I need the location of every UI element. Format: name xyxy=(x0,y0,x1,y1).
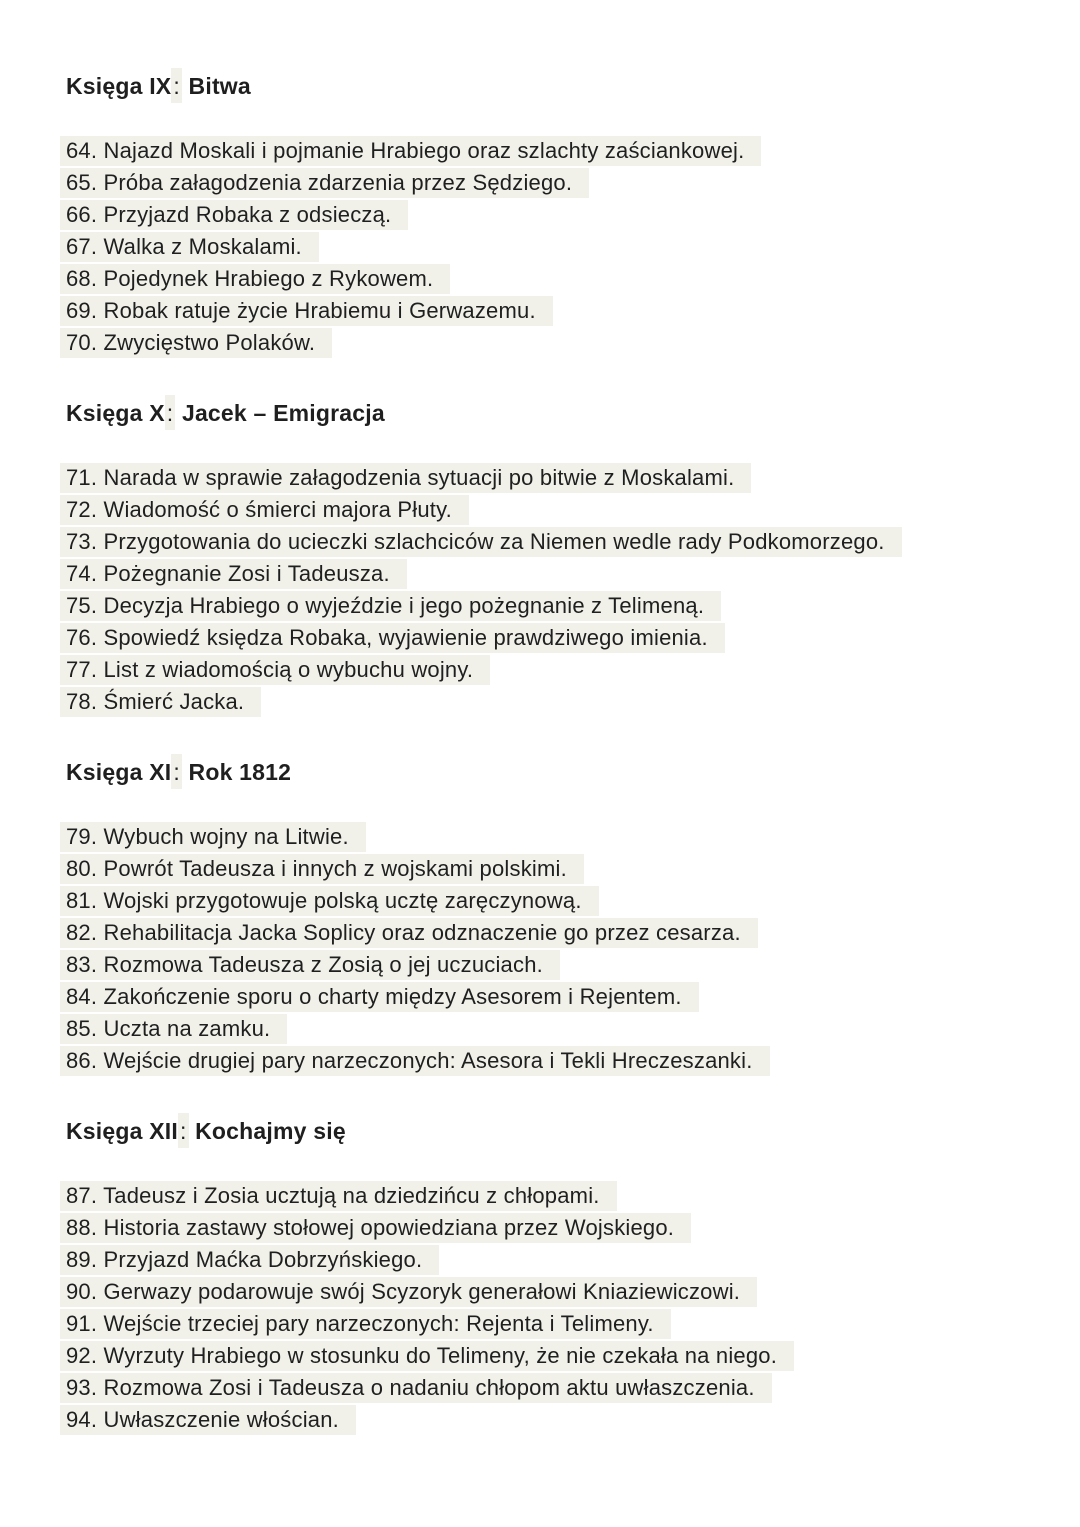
item-text: 70. Zwycięstwo Polaków. xyxy=(60,328,332,358)
list-item xyxy=(66,558,1040,590)
list-item xyxy=(66,917,1040,949)
list-item xyxy=(66,949,1040,981)
list-item xyxy=(66,1404,1040,1436)
section-heading xyxy=(66,398,1040,428)
item-text: 67. Walka z Moskalami. xyxy=(60,232,319,262)
list-item xyxy=(66,327,1040,359)
list-item xyxy=(66,654,1040,686)
list-item xyxy=(66,1276,1040,1308)
item-text: 83. Rozmowa Tadeusza z Zosią o jej uczuciach. xyxy=(60,950,560,980)
item-text: 91. Wejście trzeciej pary narzeczonych: Rejenta i Telimeny. xyxy=(60,1309,671,1339)
heading-book-label: Księga XI xyxy=(66,759,172,785)
item-text: 65. Próba załagodzenia zdarzenia przez Sędziego. xyxy=(60,168,589,198)
item-text: 88. Historia zastawy stołowej opowiedziana przez Wojskiego. xyxy=(60,1213,691,1243)
plot-point-list xyxy=(66,135,1040,359)
book-section xyxy=(66,398,1040,718)
plot-point-list xyxy=(66,462,1040,718)
list-item xyxy=(66,462,1040,494)
book-section xyxy=(66,757,1040,1077)
list-item xyxy=(66,1212,1040,1244)
item-text: 73. Przygotowania do ucieczki szlachciców za Niemen wedle rady Podkomorzego. xyxy=(60,527,902,557)
item-text: 86. Wejście drugiej pary narzeczonych: Asesora i Tekli Hreczeszanki. xyxy=(60,1046,770,1076)
list-item xyxy=(66,821,1040,853)
item-text: 77. List z wiadomością o wybuchu wojny. xyxy=(60,655,490,685)
section-heading xyxy=(66,757,1040,787)
heading-title: Rok 1812 xyxy=(181,759,292,785)
heading-colon: : xyxy=(171,68,182,103)
list-item xyxy=(66,295,1040,327)
list-item xyxy=(66,231,1040,263)
item-text: 94. Uwłaszczenie włościan. xyxy=(60,1405,356,1435)
item-text: 81. Wojski przygotowuje polską ucztę zaręczynową. xyxy=(60,886,599,916)
item-text: 80. Powrót Tadeusza i innych z wojskami polskimi. xyxy=(60,854,584,884)
item-text: 76. Spowiedź księdza Robaka, wyjawienie prawdziwego imienia. xyxy=(60,623,725,653)
list-item xyxy=(66,1340,1040,1372)
section-heading xyxy=(66,71,1040,101)
item-text: 78. Śmierć Jacka. xyxy=(60,687,261,717)
book-section xyxy=(66,1116,1040,1436)
list-item xyxy=(66,686,1040,718)
heading-colon: : xyxy=(165,395,176,430)
list-item xyxy=(66,263,1040,295)
item-text: 84. Zakończenie sporu o charty między Asesorem i Rejentem. xyxy=(60,982,699,1012)
item-text: 64. Najazd Moskali i pojmanie Hrabiego oraz szlachty zaściankowej. xyxy=(60,136,761,166)
list-item xyxy=(66,1244,1040,1276)
list-item xyxy=(66,494,1040,526)
list-item xyxy=(66,590,1040,622)
list-item xyxy=(66,1308,1040,1340)
item-text: 87. Tadeusz i Zosia ucztują na dziedzińcu z chłopami. xyxy=(60,1181,617,1211)
heading-book-label: Księga IX xyxy=(66,73,172,99)
section-heading xyxy=(66,1116,1040,1146)
heading-colon: : xyxy=(178,1113,189,1148)
heading-title: Jacek – Emigracja xyxy=(175,400,385,426)
list-item xyxy=(66,622,1040,654)
list-item xyxy=(66,135,1040,167)
item-text: 89. Przyjazd Maćka Dobrzyńskiego. xyxy=(60,1245,439,1275)
list-item xyxy=(66,526,1040,558)
list-item xyxy=(66,1372,1040,1404)
list-item xyxy=(66,885,1040,917)
list-item xyxy=(66,1045,1040,1077)
item-text: 74. Pożegnanie Zosi i Tadeusza. xyxy=(60,559,407,589)
item-text: 68. Pojedynek Hrabiego z Rykowem. xyxy=(60,264,450,294)
list-item xyxy=(66,1180,1040,1212)
item-text: 93. Rozmowa Zosi i Tadeusza o nadaniu chłopom aktu uwłaszczenia. xyxy=(60,1373,772,1403)
heading-book-label: Księga X xyxy=(66,400,165,426)
item-text: 69. Robak ratuje życie Hrabiemu i Gerwazemu. xyxy=(60,296,553,326)
list-item xyxy=(66,199,1040,231)
heading-title: Bitwa xyxy=(181,73,251,99)
heading-book-label: Księga XII xyxy=(66,1118,178,1144)
book-section xyxy=(66,71,1040,359)
item-text: 66. Przyjazd Robaka z odsieczą. xyxy=(60,200,408,230)
list-item xyxy=(66,167,1040,199)
list-item xyxy=(66,981,1040,1013)
list-item xyxy=(66,1013,1040,1045)
item-text: 79. Wybuch wojny na Litwie. xyxy=(60,822,366,852)
plot-point-list xyxy=(66,1180,1040,1436)
plot-point-list xyxy=(66,821,1040,1077)
item-text: 92. Wyrzuty Hrabiego w stosunku do Telimeny, że nie czekała na niego. xyxy=(60,1341,794,1371)
heading-colon: : xyxy=(171,754,182,789)
item-text: 71. Narada w sprawie załagodzenia sytuacji po bitwie z Moskalami. xyxy=(60,463,751,493)
item-text: 90. Gerwazy podarowuje swój Scyzoryk generałowi Kniaziewiczowi. xyxy=(60,1277,757,1307)
heading-title: Kochajmy się xyxy=(188,1118,346,1144)
item-text: 72. Wiadomość o śmierci majora Płuty. xyxy=(60,495,469,525)
item-text: 85. Uczta na zamku. xyxy=(60,1014,287,1044)
item-text: 82. Rehabilitacja Jacka Soplicy oraz odznaczenie go przez cesarza. xyxy=(60,918,758,948)
list-item xyxy=(66,853,1040,885)
item-text: 75. Decyzja Hrabiego o wyjeździe i jego pożegnanie z Telimeną. xyxy=(60,591,721,621)
